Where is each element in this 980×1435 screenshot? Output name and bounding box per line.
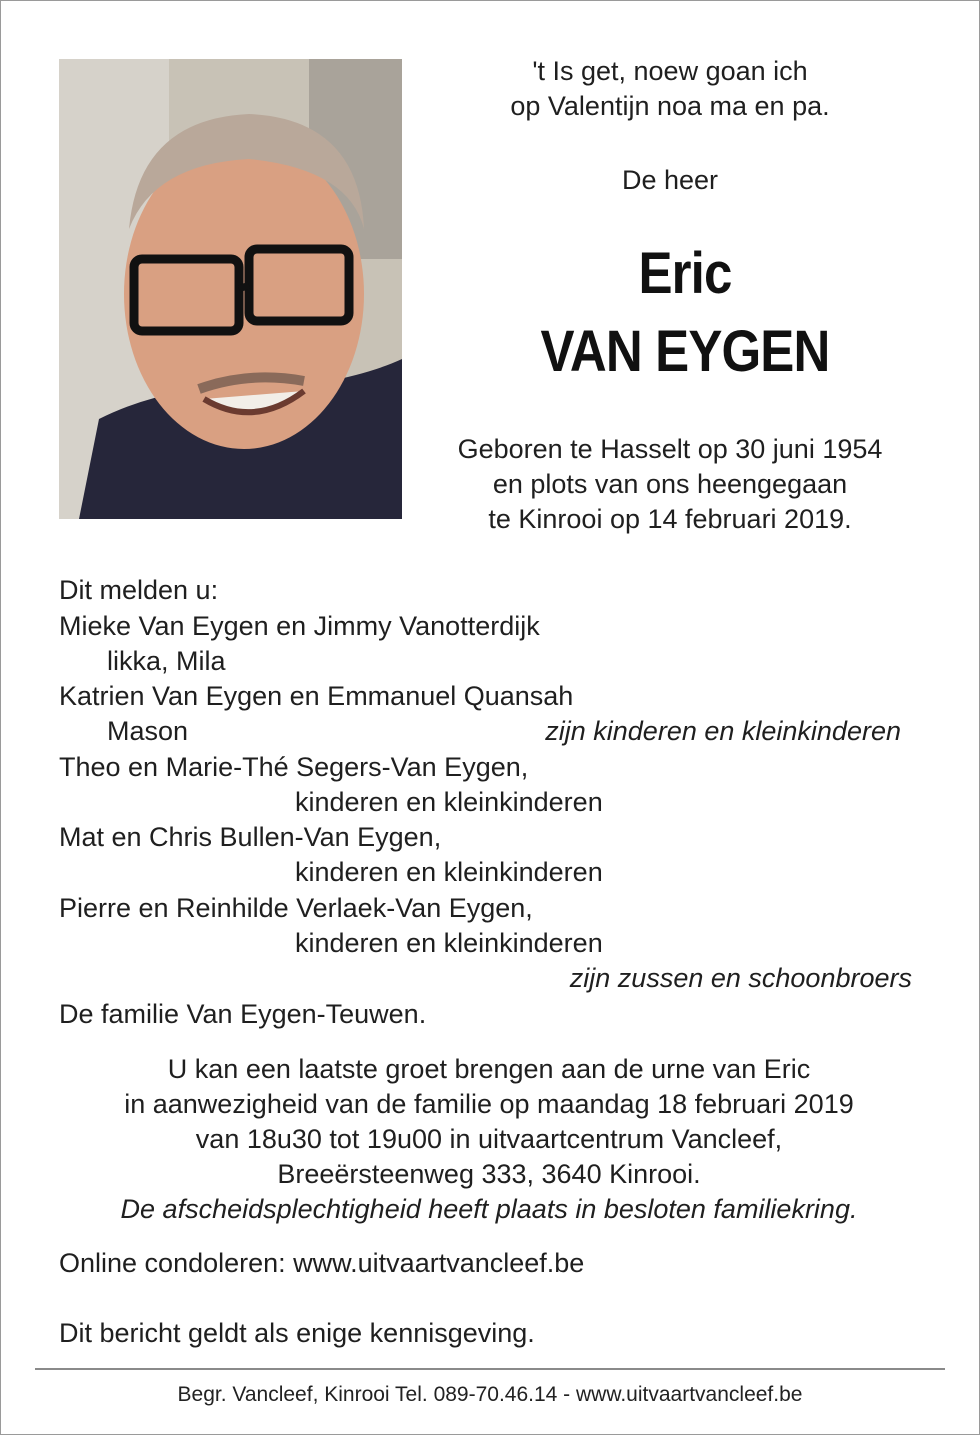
visitation-line: van 18u30 tot 19u00 in uitvaartcentrum Vancleef,: [195, 1124, 783, 1154]
honorific: De heer: [621, 165, 719, 195]
quote-line-2: op Valentijn noa ma en pa.: [510, 91, 830, 121]
family-line: Mat en Chris Bullen-Van Eygen,: [59, 822, 442, 852]
family-line: Theo en Marie-Thé Segers-Van Eygen,: [59, 752, 529, 782]
family-line: kinderen en kleinkinderen: [295, 928, 603, 958]
portrait-photo: [59, 59, 402, 519]
family-line: Pierre en Reinhilde Verlaek-Van Eygen,: [59, 893, 533, 923]
footer-contact: Begr. Vancleef, Kinrooi Tel. 089-70.46.14 - www.uitvaartvancleef.be: [177, 1383, 803, 1406]
quote-line-1: 't Is get, noew goan ich: [532, 56, 808, 86]
notice-line: Dit bericht geldt als enige kennisgeving.: [59, 1318, 535, 1348]
private-ceremony-note: De afscheidsplechtigheid heeft plaats in besloten familiekring.: [120, 1194, 858, 1224]
birth-line: Geboren te Hasselt op 30 juni 1954: [457, 434, 883, 464]
family-intro: Dit melden u:: [59, 575, 219, 605]
death-line-1: en plots van ons heengegaan: [492, 469, 848, 499]
family-line: kinderen en kleinkinderen: [295, 787, 603, 817]
visitation-line: U kan een laatste groet brengen aan de urne van Eric: [167, 1054, 811, 1084]
family-line: Katrien Van Eygen en Emmanuel Quansah: [59, 681, 574, 711]
visitation-line: Breeërsteenweg 333, 3640 Kinrooi.: [277, 1159, 701, 1189]
family-line: kinderen en kleinkinderen: [295, 857, 603, 887]
death-line-2: te Kinrooi op 14 februari 2019.: [488, 504, 852, 534]
family-line: Mason: [107, 716, 189, 746]
family-line: Mieke Van Eygen en Jimmy Vanotterdijk: [59, 611, 540, 641]
first-name: Eric: [638, 241, 732, 306]
visitation-line: in aanwezigheid van de familie op maandag 18 februari 2019: [124, 1089, 854, 1119]
family-line: De familie Van Eygen-Teuwen.: [59, 999, 427, 1029]
online-condolences: Online condoleren: www.uitvaartvancleef.be: [59, 1248, 585, 1278]
last-name: VAN EYGEN: [540, 319, 830, 384]
family-line: likka, Mila: [107, 646, 226, 676]
family-relation: zijn kinderen en kleinkinderen: [545, 716, 901, 746]
portrait-photo-icon: [59, 59, 402, 519]
family-relation: zijn zussen en schoonbroers: [569, 963, 912, 993]
footer-divider: [35, 1368, 945, 1370]
